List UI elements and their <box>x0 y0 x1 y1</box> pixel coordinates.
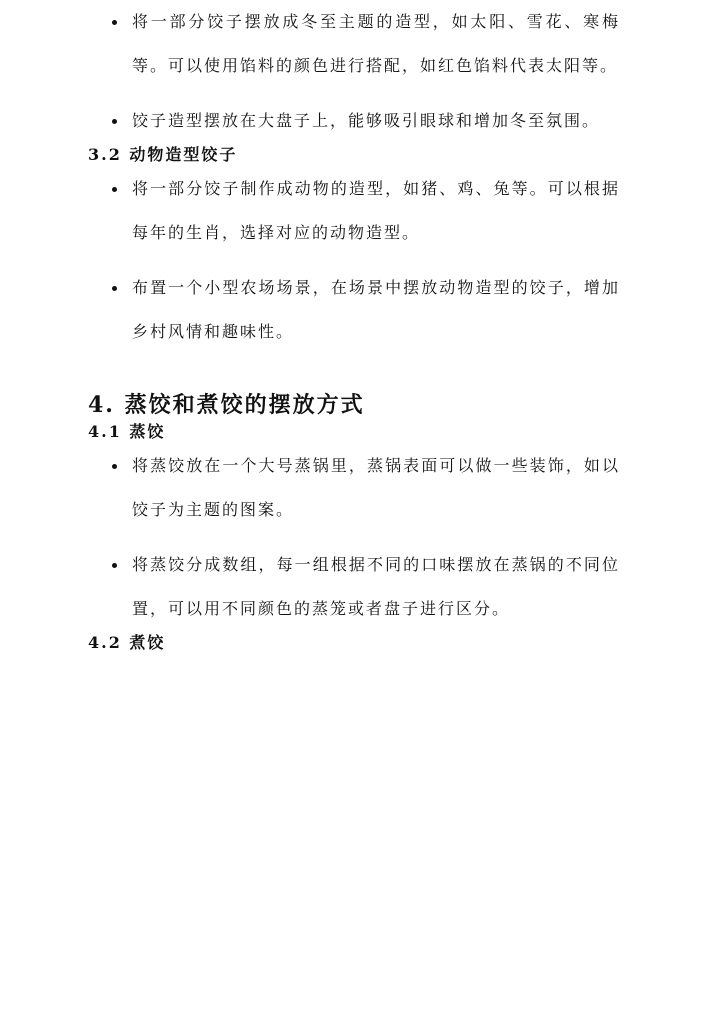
subsection-title-3-2: 3.2 动物造型饺子 <box>88 145 238 164</box>
list-item <box>0 266 720 354</box>
bullet-dot-icon <box>112 563 117 568</box>
list-item <box>0 543 720 631</box>
bullet-text: 将蒸饺分成数组，每一组根据不同的口味摆放在蒸锅的不同位置，可以用不同颜色的蒸笼或者盘子进行区分。 <box>132 555 620 618</box>
bullet-list-4-1 <box>0 444 720 631</box>
bullet-list-3-2 <box>0 167 720 354</box>
bullet-text: 将一部分饺子摆放成冬至主题的造型，如太阳、雪花、寒梅等。可以使用馅料的颜色进行搭配，如红色馅料代表太阳等。 <box>132 12 620 75</box>
bullet-dot-icon <box>112 119 117 124</box>
bullet-list-3-1 <box>0 0 720 143</box>
bullet-text: 布置一个小型农场场景，在场景中摆放动物造型的饺子，增加乡村风情和趣味性。 <box>132 278 620 341</box>
bullet-dot-icon <box>112 20 117 25</box>
bullet-dot-icon <box>112 464 117 469</box>
list-item <box>0 99 720 143</box>
bullet-text: 饺子造型摆放在大盘子上，能够吸引眼球和增加冬至氛围。 <box>132 111 601 130</box>
list-item <box>0 444 720 532</box>
bullet-dot-icon <box>112 187 117 192</box>
subsection-title-4-2: 4.2 煮饺 <box>88 633 166 652</box>
bullet-text: 将一部分饺子制作成动物的造型，如猪、鸡、兔等。可以根据每年的生肖，选择对应的动物造型。 <box>132 179 620 242</box>
bullet-dot-icon <box>112 286 117 291</box>
list-item <box>0 0 720 88</box>
subsection-title-4-1: 4.1 蒸饺 <box>88 422 166 441</box>
bullet-text: 将蒸饺放在一个大号蒸锅里，蒸锅表面可以做一些装饰，如以饺子为主题的图案。 <box>132 456 620 519</box>
section-title-4: 4. 蒸饺和煮饺的摆放方式 <box>88 392 365 418</box>
list-item <box>0 167 720 255</box>
